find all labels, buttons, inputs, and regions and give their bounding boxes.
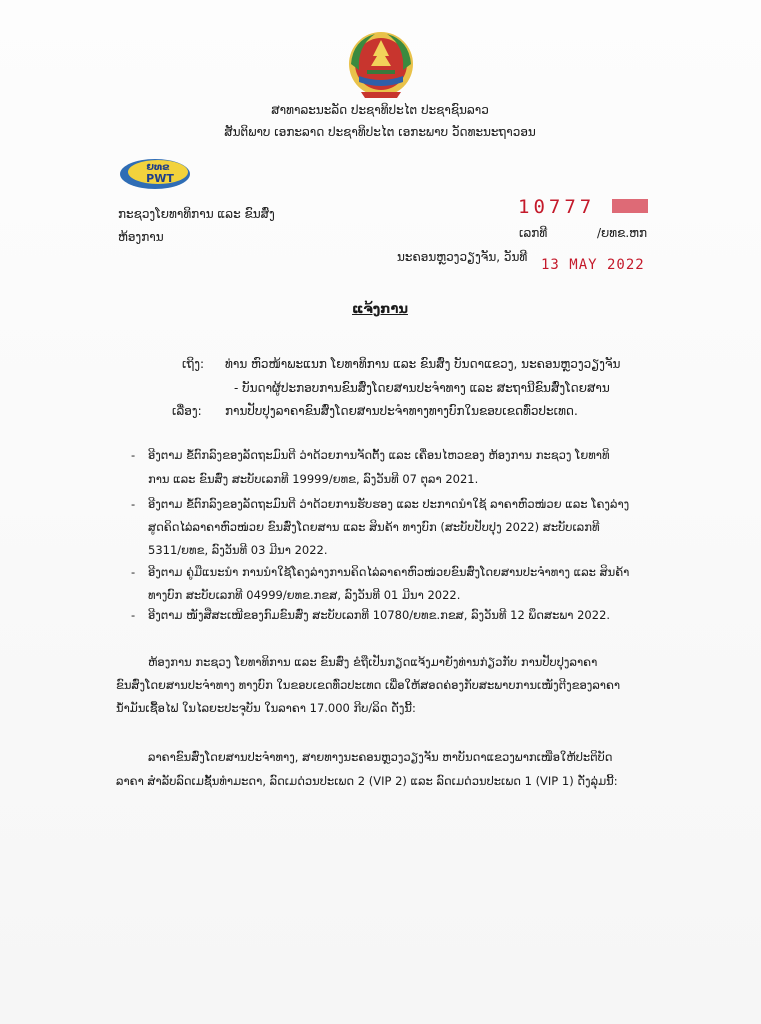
reference-2-line-2: ສູດຄິດໄລ່ລາຄາຫົວໜ່ວຍ ຂົນສົ່ງໂດຍສານ ແລະ ສິນຄ້າ ທາງບົກ (ສະບັບປັບປຸງ 2022) ສະບັບເລກທີ <box>148 520 600 534</box>
paragraph-1-line-3: ນ້ຳມັນເຊື້ອໄຟ ໃນໄລຍະປະຈຸບັນ ໃນລາຄາ 17.000 ກີບ/ລິດ ດັ່ງນີ້: <box>116 701 416 715</box>
to-line-2: - ບັນດາຜູ້ປະກອບການຂົນສົ່ງໂດຍສານປະຈຳທາງ ແລະ ສະຖານີຂົນສົ່ງໂດຍສານ <box>234 381 610 395</box>
place-date-label: ນະຄອນຫຼວງວຽງຈັນ, ວັນທີ <box>397 250 528 264</box>
ministry-logo-icon <box>118 152 192 192</box>
paragraph-1-line-1: ຫ້ອງການ ກະຊວງ ໂຍທາທິການ ແລະ ຂົນສົ່ງ ຂໍຖືເປັນກຽດແຈ້ງມາຍັງທ່ານກ່ຽວກັບ ການປັບປຸງລາຄາ <box>148 655 598 669</box>
header-line-1: ສາທາລະນະລັດ ປະຊາທິປະໄຕ ປະຊາຊົນລາວ <box>271 103 489 117</box>
list-bullet: - <box>131 565 136 579</box>
ref-number-suffix: /ຍທຂ.ຫກ <box>597 226 648 240</box>
paragraph-2-line-1: ລາຄາຂົນສົ່ງໂດຍສານປະຈຳທາງ, ສາຍທາງນະຄອນຫຼວງວຽງຈັນ ຫາບັນດາແຂວງພາກເໜືອໃຫ້ປະຕິບັດ <box>148 750 613 764</box>
ref-number-label: ເລກທີ <box>519 226 548 240</box>
to-line-1: ທ່ານ ຫົວໜ້າພະແນກ ໂຍທາທິການ ແລະ ຂົນສົ່ງ ບັນດາແຂວງ, ນະຄອນຫຼວງວຽງຈັນ <box>225 357 621 371</box>
reference-2-line-3: 5311/ຍທຂ, ລົງວັນທີ 03 ມີນາ 2022. <box>148 543 328 557</box>
paragraph-2-line-2: ລາຄາ ສຳລັບລົດເມຊັ້ນທຳມະດາ, ລົດເມດ່ວນປະເພດ 2 (VIP 2) ແລະ ລົດເມດ່ວນປະເພດ 1 (VIP 1) ດັ່ງລຸ່ມນີ້: <box>116 774 618 788</box>
list-bullet: - <box>131 497 136 511</box>
reference-4-line-1: ອີງຕາມ ໜັງສືສະເໜີຂອງກົມຂົນສົ່ງ ສະບັບເລກທີ 10780/ຍທຂ.ກຂສ, ລົງວັນທີ 12 ພຶດສະພາ 2022. <box>148 608 611 622</box>
to-label: ເຖິງ: <box>182 357 205 371</box>
reference-2-line-1: ອີງຕາມ ຂໍ້ຕົກລົງຂອງລັດຖະມົນຕີ ວ່າດ້ວຍການຮັບຮອງ ແລະ ປະກາດນຳໃຊ້ ລາຄາຫົວໜ່ວຍ ແລະ ໂຄງລ່າງ <box>148 497 630 511</box>
paragraph-1-line-2: ຂົນສົ່ງໂດຍສານປະຈຳທາງ ທາງບົກ ໃນຂອບເຂດທົ່ວປະເທດ ເພື່ອໃຫ້ສອດຄ່ອງກັບສະພາບການເໜັງຕີງຂອງລາຄາ <box>116 678 621 692</box>
stamp-number: 10777 <box>518 196 596 218</box>
reference-3-line-2: ທາງບົກ ສະບັບເລກທີ 04999/ຍທຂ.ກຂສ, ລົງວັນທີ 01 ມີນາ 2022. <box>148 588 461 602</box>
subject-label: ເລື່ອງ: <box>172 404 202 418</box>
logo-text-2: PWT <box>146 172 174 185</box>
sender-department: ຫ້ອງການ <box>118 230 164 244</box>
stamp-mark <box>612 199 648 213</box>
document-title: ແຈ້ງການ <box>352 302 408 317</box>
reference-3-line-1: ອີງຕາມ ຄູ່ມືແນະນຳ ການນຳໃຊ້ໂຄງລ່າງການຄິດໄລ່ລາຄາຫົວໜ່ວຍຂົນສົ່ງໂດຍສານປະຈຳທາງ ແລະ ສິນຄ້າ <box>148 565 630 579</box>
sender-ministry: ກະຊວງໂຍທາທິການ ແລະ ຂົນສົ່ງ <box>118 207 275 221</box>
reference-1-line-2: ການ ແລະ ຂົນສົ່ງ ສະບັບເລກທີ 19999/ຍທຂ, ລົງວັນທີ 07 ຕຸລາ 2021. <box>148 472 479 486</box>
subject-text: ການປັບປຸງລາຄາຂົນສົ່ງໂດຍສານປະຈຳທາງທາງບົກໃນຂອບເຂດທົ່ວປະເທດ. <box>225 404 578 418</box>
list-bullet: - <box>131 608 136 622</box>
logo-text-1: ຍທຂ <box>146 162 170 173</box>
header-line-2: ສັນຕິພາບ ເອກະລາດ ປະຊາທິປະໄຕ ເອກະພາບ ວັດທະນະຖາວອນ <box>224 125 536 139</box>
list-bullet: - <box>131 448 136 462</box>
reference-1-line-1: ອີງຕາມ ຂໍ້ຕົກລົງຂອງລັດຖະມົນຕີ ວ່າດ້ວຍການຈັດຕັ້ງ ແລະ ເຄື່ອນໄຫວຂອງ ຫ້ອງການ ກະຊວງ ໂຍທາທິ <box>148 448 610 462</box>
national-emblem-icon <box>345 30 417 100</box>
stamp-date: 13 MAY 2022 <box>541 257 645 273</box>
